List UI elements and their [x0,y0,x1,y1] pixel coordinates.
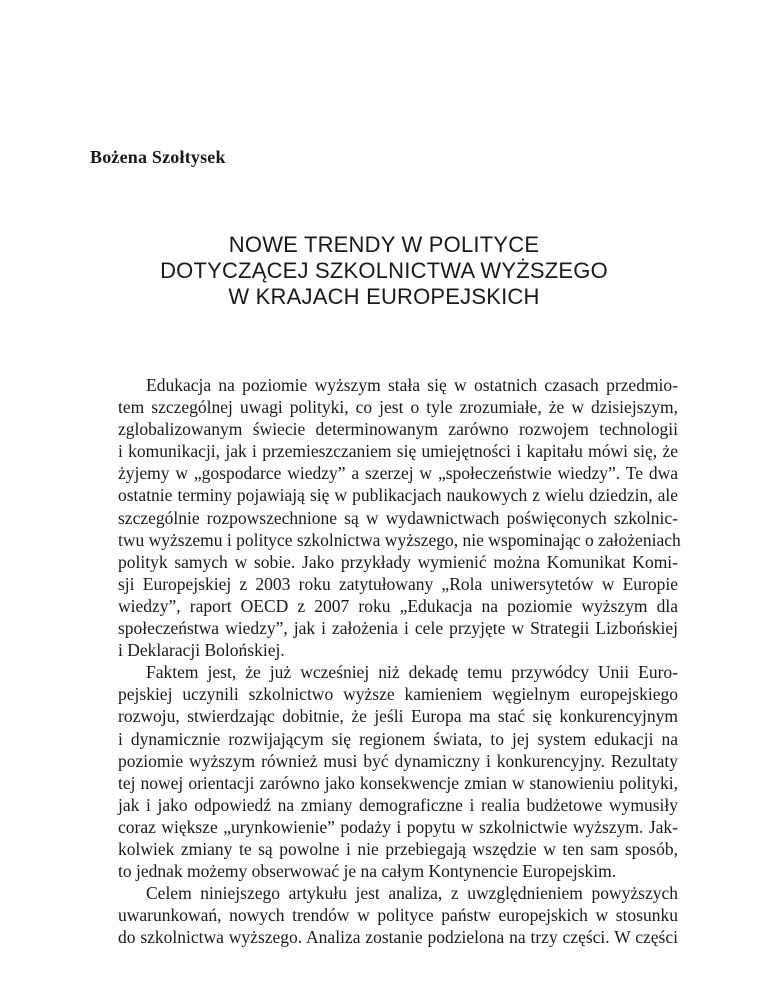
text-line: do szkolnictwa wyższego. Analiza zostanie podzielona na trzy części. W części [118,927,678,948]
author-name: Bożena Szołtysek [90,147,226,167]
title-line: W KRAJACH EUROPEJSKICH [228,284,540,309]
text-line: pejskiej uczynili szkolnictwo wyższe kamieniem węgielnym europejskiego [118,684,678,705]
paragraph [90,882,678,948]
text-line: Edukacja na poziomie wyższym stała się w ostatnich czasach przedmio- [146,375,678,395]
text-line: społeczeństwa wiedzy”, jak i założenia i cele przyjęte w Strategii Lizbońskiej [118,618,678,639]
text-line: rozwoju, stwierdzając dobitnie, że jeśli Europa ma stać się konkurencyjnym [118,706,678,727]
paragraph [90,661,678,882]
text-line: zglobalizowanym świecie determinowanym zarówno rozwojem technologii [118,419,678,440]
article-title [90,232,678,310]
text-line: coraz większe „urynkowienie” podaży i popytu w szkolnictwie wyższym. Jak- [118,816,678,837]
text-line: tej nowej orientacji zarówno jako konsekwencje zmian w stanowieniu polityki, [118,772,678,793]
title-line: DOTYCZĄCEJ SZKOLNICTWA WYŻSZEGO [160,258,608,283]
text-line: Faktem jest, że już wcześniej niż dekadę temu przywódcy Unii Euro- [146,662,678,683]
text-line: i dynamicznie rozwijającym się regionem świata, to jej system edukacji na [118,728,678,749]
text-line: polityk samych w sobie. Jako przykłady wymienić można Komunikat Komi- [118,551,678,572]
text-line: sji Europejskiej z 2003 roku zatytułowany „Rola uniwersytetów w Europie [118,573,678,594]
text-line: i komunikacji, jak i przemieszczaniem się umiejętności i kapitału mówi się, że [118,441,678,462]
text-line: to jednak możemy obserwować je na całym Kontynencie Europejskim. [118,861,617,882]
text-line: jak i jako odpowiedź na zmiany demograficzne i realia budżetowe wymusiły [118,794,678,815]
text-line: szczególnie rozpowszechnione są w wydawnictwach poświęconych szkolnic- [118,507,678,528]
text-line: poziomie wyższym również musi być dynamiczny i konkurencyjny. Rezultaty [118,750,678,771]
text-line: ostatnie terminy pojawiają się w publikacjach naukowych z wielu dziedzin, ale [118,485,678,506]
paragraph [90,374,681,661]
text-line: twu wyższemu i polityce szkolnictwa wyższego, nie wspominając o założeniach [118,529,681,550]
text-line: wiedzy”, raport OECD z 2007 roku „Edukacja na poziomie wyższym dla [118,595,678,616]
text-line: kolwiek zmiany te są powolne i nie przebiegają wszędzie w ten sam sposób, [118,838,678,859]
text-line: Celem niniejszego artykułu jest analiza, z uwzględnieniem powyższych [146,883,678,904]
text-line: żyjemy w „gospodarce wiedzy” a szerzej w „społeczeństwie wiedzy”. Te dwa [118,463,678,484]
text-line: tem szczególnej uwagi polityki, co jest o tyle zrozumiałe, że w dzisiejszym, [118,397,678,418]
article-body [90,374,681,948]
title-line: NOWE TRENDY W POLITYCE [228,232,540,257]
text-line: uwarunkowań, nowych trendów w polityce państw europejskich w stosunku [118,905,678,926]
text-line: i Deklaracji Bolońskiej. [118,640,285,661]
